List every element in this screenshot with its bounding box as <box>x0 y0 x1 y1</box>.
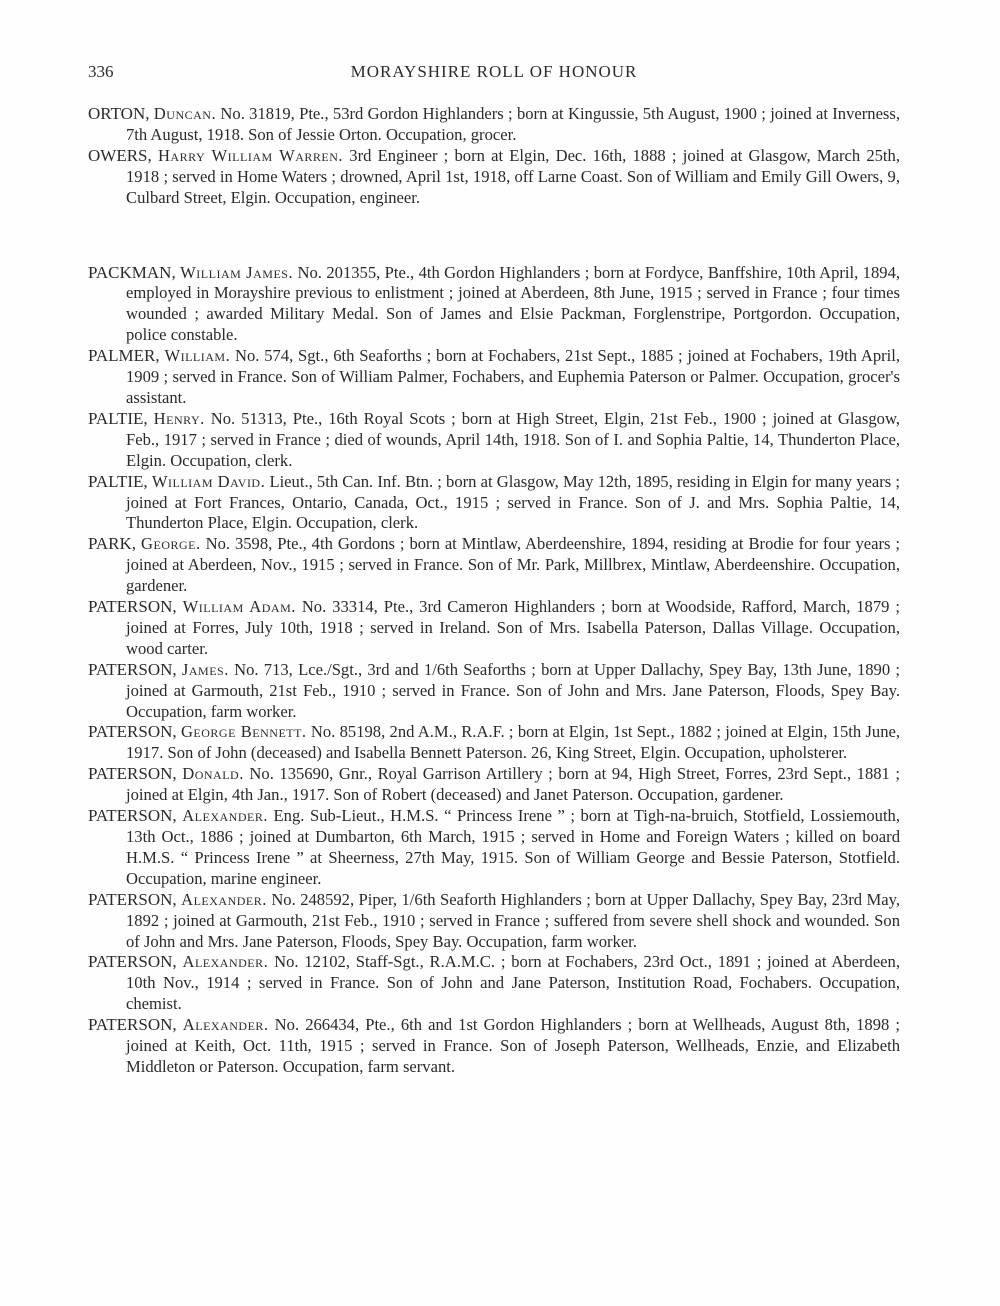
entry-forenames: Alexander. <box>182 1015 269 1035</box>
roll-entry <box>88 104 900 146</box>
entry-forenames: George Bennett. <box>180 722 307 742</box>
roll-entry <box>88 146 900 209</box>
entry-surname: PARK, <box>88 534 137 554</box>
entry-surname: PATERSON, <box>88 806 177 826</box>
entry-details: No. 85198, 2nd A.M., R.A.F. ; born at Elgin, 1st Sept., 1882 ; joined at Elgin, 15th June, 1917. Son of John (deceased) and Isabella Bennett Paterson. 26, King Street, Elgin. Occupation, upholsterer. <box>126 722 901 763</box>
entry-forenames: William David. <box>151 471 266 491</box>
entry-details: Eng. Sub-Lieut., H.M.S. “ Princess Irene ” ; born at Tigh-na-bruich, Stotfield, Lossiemouth, 13th Oct., 1886 ; joined at Dumbarton, 6th March, 1915 ; served in Home and Foreign Waters ; killed on board H.M.S. “ Princess Irene ” at Sheerness, 27th May, 1915. Son of William George and Bessie Paterson, Stotfield. Occupation, marine engineer. <box>126 806 900 888</box>
entry-surname: PATERSON, <box>88 764 177 784</box>
entry-surname: PATERSON, <box>88 952 177 972</box>
roll-entry <box>88 660 900 723</box>
entry-forenames: William. <box>164 346 231 366</box>
roll-entry <box>88 597 900 660</box>
entry-surname: PATERSON, <box>88 659 177 679</box>
entry-surname: PALTIE, <box>88 408 148 428</box>
entry-forenames: Alexander. <box>182 952 269 972</box>
roll-entry <box>88 764 900 806</box>
roll-entry <box>88 722 900 764</box>
entry-details: Lieut., 5th Can. Inf. Btn. ; born at Glasgow, May 12th, 1895, residing in Elgin for many years ; joined at Fort Frances, Ontario, Canada, Oct., 1915 ; served in France. Son of J. and Mrs. Sophia Paltie, 14, Thunderton Place, Elgin. Occupation, clerk. <box>126 471 901 533</box>
entries-group-p <box>88 263 900 1078</box>
entry-surname: OWERS, <box>88 145 152 165</box>
entry-details: No. 135690, Gnr., Royal Garrison Artillery ; born at 94, High Street, Forres, 23rd Sept., 1881 ; joined at Elgin, 4th Jan., 1917. Son of Robert (deceased) and Janet Paterson. Occupation, gardener. <box>126 764 900 805</box>
entry-surname: PATERSON, <box>88 597 177 617</box>
entry-forenames: Donald. <box>182 764 244 784</box>
entry-details: No. 574, Sgt., 6th Seaforths ; born at Fochabers, 21st Sept., 1885 ; joined at Fochabers, 19th April, 1909 ; served in France. Son of William Palmer, Fochabers, and Euphemia Paterson or Palmer. Occupation, grocer's assistant. <box>126 346 901 407</box>
running-title: MORAYSHIRE ROLL OF HONOUR <box>350 62 638 81</box>
entry-surname: PACKMAN, <box>88 262 176 282</box>
entry-details: No. 12102, Staff-Sgt., R.A.M.C. ; born at Fochabers, 23rd Oct., 1891 ; joined at Aberdeen, 10th Nov., 1914 ; served in France. Son of John and Jane Paterson, Institution Road, Fochabers. Occupation, chemist. <box>126 952 900 1014</box>
roll-entry <box>88 534 900 597</box>
entry-details: No. 33314, Pte., 3rd Cameron Highlanders ; born at Woodside, Rafford, March, 1879 ; joined at Forres, July 10th, 1918 ; served in Ireland. Son of Mrs. Isabella Paterson, Dallas Village. Occupation, wood carter. <box>126 597 900 658</box>
roll-entry <box>88 472 900 535</box>
page-number: 336 <box>88 62 114 81</box>
roll-entries <box>88 104 900 1078</box>
entry-details: No. 3598, Pte., 4th Gordons ; born at Mintlaw, Aberdeenshire, 1894, residing at Brodie for four years ; joined at Aberdeen, Nov., 1915 ; served in France. Son of Mr. Park, Millbrex, Mintlaw, Aberdeenshire. Occupation, gardener. <box>126 534 901 596</box>
entry-details: No. 51313, Pte., 16th Royal Scots ; born at High Street, Elgin, 21st Feb., 1900 ; joined at Glasgow, Feb., 1917 ; served in France ; died of wounds, April 14th, 1918. Son of I. and Sophia Paltie, 14, Thunderton Place, Elgin. Occupation, clerk. <box>126 408 900 470</box>
roll-entry <box>88 263 900 347</box>
entry-details: 3rd Engineer ; born at Elgin, Dec. 16th, 1888 ; joined at Glasgow, March 25th, 1918 ; served in Home Waters ; drowned, April 1st, 1918, off Larne Coast. Son of William and Emily Gill Owers, 9, Culbard Street, Elgin. Occupation, engineer. <box>126 145 900 207</box>
entry-details: No. 201355, Pte., 4th Gordon Highlanders ; born at Fordyce, Banffshire, 10th April, 1894, employed in Morayshire previous to enlistment ; joined at Aberdeen, 8th June, 1915 ; served in France ; four times wounded ; awarded Military Medal. Son of James and Elsie Packman, Forglenstripe, Portgordon. Occupation, police constable. <box>126 262 901 345</box>
roll-entry <box>88 890 900 953</box>
entry-surname: PALMER, <box>88 346 160 366</box>
entries-group-o <box>88 104 900 209</box>
section-gap <box>88 209 900 263</box>
entry-forenames: James. <box>181 659 229 679</box>
roll-entry <box>88 346 900 409</box>
entry-details: No. 713, Lce./Sgt., 3rd and 1/6th Seaforths ; born at Upper Dallachy, Spey Bay, 13th June, 1890 ; joined at Garmouth, 21st Feb., 1910 ; served in France. Son of John and Mrs. Jane Paterson, Floods, Spey Bay. Occupation, farm worker. <box>126 659 900 721</box>
entry-forenames: Alexander. <box>182 806 268 826</box>
entry-forenames: George. <box>141 534 201 554</box>
entry-details: No. 266434, Pte., 6th and 1st Gordon Highlanders ; born at Wellheads, August 8th, 1898 ; joined at Keith, Oct. 11th, 1915 ; served in France. Son of Joseph Paterson, Wellheads, Enzie, and Elizabeth Middleton or Paterson. Occupation, farm servant. <box>126 1015 901 1076</box>
page-header <box>88 62 900 86</box>
roll-entry <box>88 952 900 1015</box>
entry-details: No. 31819, Pte., 53rd Gordon Highlanders ; born at Kingussie, 5th August, 1900 ; joined at Inverness, 7th August, 1918. Son of Jessie Orton. Occupation, grocer. <box>126 104 900 144</box>
entry-forenames: Duncan. <box>153 104 217 123</box>
entry-details: No. 248592, Piper, 1/6th Seaforth Highlanders ; born at Upper Dallachy, Spey Bay, 23rd May, 1892 ; joined at Garmouth, 21st Feb., 1910 ; served in France ; suffered from severe shell shock and wounded. Son of John and Mrs. Jane Paterson, Floods, Spey Bay. Occupation, farm worker. <box>126 889 900 951</box>
roll-entry <box>88 806 900 890</box>
roll-entry <box>88 1015 900 1078</box>
entry-surname: PATERSON, <box>88 722 177 742</box>
entry-forenames: Alexander. <box>181 889 267 909</box>
entry-forenames: Harry William Warren. <box>157 145 344 165</box>
entry-forenames: Henry. <box>153 408 205 428</box>
roll-entry <box>88 409 900 472</box>
entry-surname: ORTON, <box>88 104 150 123</box>
entry-surname: PALTIE, <box>88 471 148 491</box>
entry-forenames: William Adam. <box>182 597 296 617</box>
entry-surname: PATERSON, <box>88 889 177 909</box>
entry-surname: PATERSON, <box>88 1015 177 1035</box>
entry-forenames: William James. <box>180 262 294 282</box>
